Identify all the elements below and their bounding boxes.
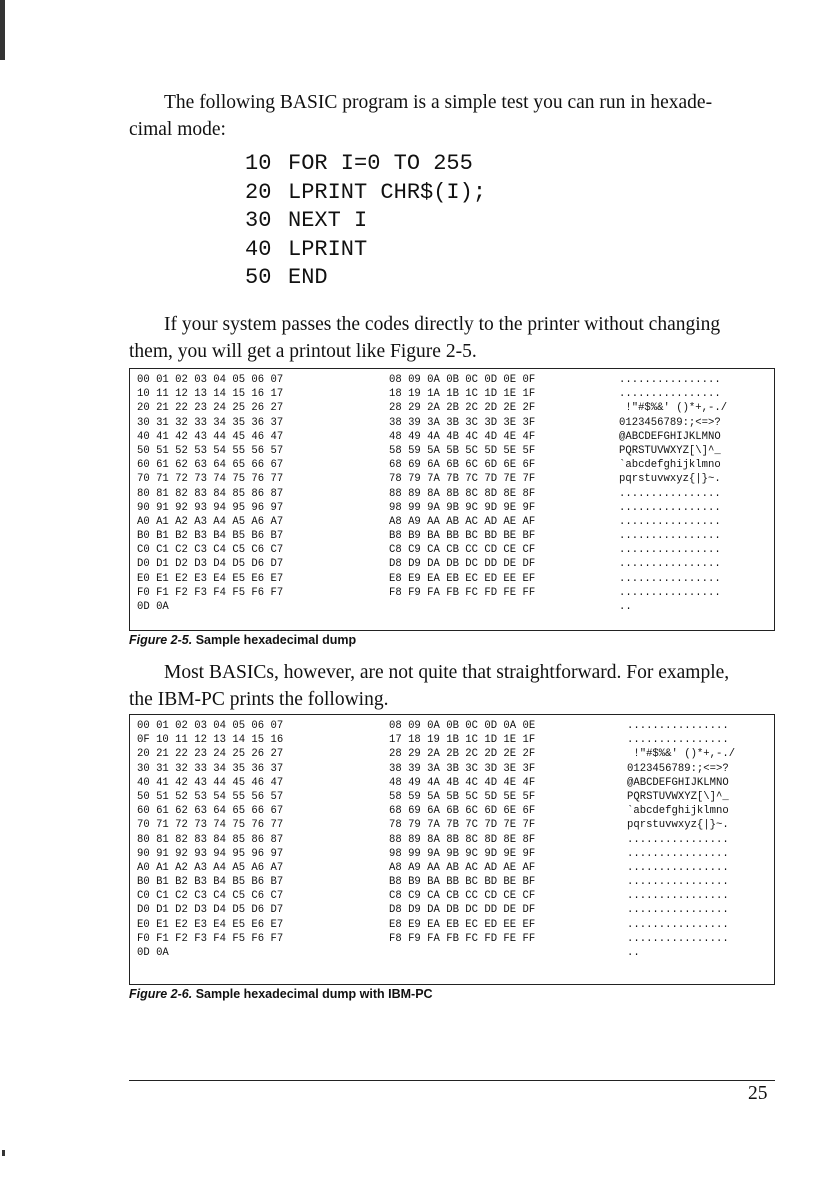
ascii-text: pqrstuvwxyz{|}~. [627, 819, 729, 832]
ascii-text: ................ [627, 876, 729, 889]
hex-bytes-low: 20 21 22 23 24 25 26 27 [137, 402, 284, 415]
dump-row [130, 458, 774, 472]
hex-bytes-low: 30 31 32 33 34 35 36 37 [137, 416, 284, 429]
dump-row [130, 946, 774, 960]
dump-row [130, 932, 774, 946]
hex-bytes-low: 70 71 72 73 74 75 76 77 [137, 819, 284, 832]
ascii-text: ................ [627, 890, 729, 903]
hex-bytes-low: B0 B1 B2 B3 B4 B5 B6 B7 [137, 530, 284, 543]
hex-bytes-low: 90 91 92 93 94 95 96 97 [137, 501, 284, 514]
dump-row [130, 472, 774, 486]
program-line: 20 LPRINT CHR$(I); [245, 179, 487, 205]
dump-row [130, 487, 774, 501]
printout-paragraph: If your system passes the codes directly to the printer without changing them, you will get a printout like Figure 2-5. [129, 314, 721, 362]
footer-rule [129, 1080, 775, 1081]
hex-bytes-low: 0D 0A [137, 601, 169, 613]
scan-edge-mark-lower [2, 1150, 5, 1156]
dump-row [130, 818, 774, 832]
hex-bytes-low: A0 A1 A2 A3 A4 A5 A6 A7 [137, 861, 284, 874]
hex-bytes-high: 68 69 6A 6B 6C 6D 6E 6F [389, 459, 536, 472]
ibm-pc-paragraph: Most BASICs, however, are not quite that straightforward. For example, the IBM-PC prints the following. [129, 662, 730, 710]
ascii-text: @ABCDEFGHIJKLMNO [619, 430, 721, 443]
ascii-text: 0123456789:;<=>? [627, 762, 729, 775]
hex-bytes-high: 88 89 8A 8B 8C 8D 8E 8F [389, 833, 536, 846]
hex-bytes-low: 60 61 62 63 64 65 66 67 [137, 459, 284, 472]
hex-bytes-high: F8 F9 FA FB FC FD FE FF [389, 586, 536, 599]
hex-bytes-high: 98 99 9A 9B 9C 9D 9E 9F [389, 501, 536, 514]
ascii-text: .. [627, 947, 640, 959]
ascii-text: ................ [619, 374, 721, 386]
ascii-text: ................ [627, 847, 729, 860]
hex-bytes-low: 30 31 32 33 34 35 36 37 [137, 762, 284, 775]
dump-row [130, 529, 774, 543]
dump-row [130, 719, 774, 733]
ascii-text: ................ [619, 530, 721, 543]
dump-row [130, 572, 774, 586]
hex-bytes-high: D8 D9 DA DB DC DD DE DF [389, 904, 536, 917]
dump-row [130, 889, 774, 903]
hex-bytes-high: A8 A9 AA AB AC AD AE AF [389, 861, 536, 874]
hex-bytes-high: 78 79 7A 7B 7C 7D 7E 7F [389, 819, 536, 832]
hex-bytes-high: 58 59 5A 5B 5C 5D 5E 5F [389, 790, 536, 803]
program-line: 10 FOR I=0 TO 255 [245, 151, 473, 176]
dump-row [130, 557, 774, 571]
ascii-text: ................ [627, 734, 729, 747]
hex-bytes-high: D8 D9 DA DB DC DD DE DF [389, 558, 536, 571]
hex-bytes-low: 40 41 42 43 44 45 46 47 [137, 430, 284, 443]
dump-row [130, 776, 774, 790]
hex-dump-figure-2-5 [129, 368, 775, 631]
hex-bytes-high: 08 09 0A 0B 0C 0D 0E 0F [389, 374, 536, 386]
hex-bytes-low: 00 01 02 03 04 05 06 07 [137, 720, 284, 732]
dump-row [130, 416, 774, 430]
dump-row [130, 387, 774, 401]
hex-bytes-high: 78 79 7A 7B 7C 7D 7E 7F [389, 473, 536, 486]
hex-bytes-high: 18 19 1A 1B 1C 1D 1E 1F [389, 388, 536, 401]
program-line: 50 END [245, 265, 328, 290]
intro-paragraph: The following BASIC program is a simple test you can run in hexade- cimal mode: [129, 92, 713, 140]
hex-bytes-low: A0 A1 A2 A3 A4 A5 A6 A7 [137, 515, 284, 528]
ascii-text: PQRSTUVWXYZ[\]^_ [627, 790, 729, 803]
ascii-text: ................ [627, 918, 729, 931]
dump-row [130, 762, 774, 776]
ascii-text: !"#$%&' ()*+,-./ [627, 748, 736, 761]
hex-bytes-low: F0 F1 F2 F3 F4 F5 F6 F7 [137, 586, 284, 599]
hex-bytes-high: C8 C9 CA CB CC CD CE CF [389, 890, 536, 903]
hex-bytes-high: E8 E9 EA EB EC ED EE EF [389, 572, 536, 585]
hex-bytes-high [389, 600, 599, 614]
ascii-text: ................ [627, 720, 729, 732]
hex-bytes-low: C0 C1 C2 C3 C4 C5 C6 C7 [137, 890, 284, 903]
hex-bytes-low: 80 81 82 83 84 85 86 87 [137, 833, 284, 846]
dump-row [130, 847, 774, 861]
dump-row [130, 918, 774, 932]
dump-row [130, 861, 774, 875]
hex-bytes-low: C0 C1 C2 C3 C4 C5 C6 C7 [137, 544, 284, 557]
dump-row [130, 430, 774, 444]
dump-row [130, 733, 774, 747]
hex-bytes-high: 48 49 4A 4B 4C 4D 4E 4F [389, 776, 536, 789]
hex-bytes-low: 70 71 72 73 74 75 76 77 [137, 473, 284, 486]
hex-dump-figure-2-6 [129, 714, 775, 985]
hex-bytes-low: 20 21 22 23 24 25 26 27 [137, 748, 284, 761]
ascii-text: ................ [619, 544, 721, 557]
hex-bytes-high: 38 39 3A 3B 3C 3D 3E 3F [389, 416, 536, 429]
hex-bytes-high: 38 39 3A 3B 3C 3D 3E 3F [389, 762, 536, 775]
hex-bytes-high: 98 99 9A 9B 9C 9D 9E 9F [389, 847, 536, 860]
dump-row [130, 833, 774, 847]
hex-bytes-low: E0 E1 E2 E3 E4 E5 E6 E7 [137, 572, 284, 585]
hex-bytes-high: 08 09 0A 0B 0C 0D 0A 0E [389, 720, 536, 732]
hex-bytes-high: C8 C9 CA CB CC CD CE CF [389, 544, 536, 557]
ascii-text: 0123456789:;<=>? [619, 416, 721, 429]
hex-bytes-low: 50 51 52 53 54 55 56 57 [137, 790, 284, 803]
ascii-text: ................ [627, 932, 729, 945]
ascii-text: `abcdefghijklmno [619, 459, 721, 472]
dump-row [130, 600, 774, 614]
ascii-text: @ABCDEFGHIJKLMNO [627, 776, 729, 789]
ascii-text: `abcdefghijklmno [627, 805, 729, 818]
hex-bytes-high [389, 946, 599, 960]
ascii-text: ................ [619, 515, 721, 528]
hex-bytes-low: B0 B1 B2 B3 B4 B5 B6 B7 [137, 876, 284, 889]
dump-row [130, 401, 774, 415]
hex-bytes-low: E0 E1 E2 E3 E4 E5 E6 E7 [137, 918, 284, 931]
ascii-text: ................ [619, 487, 721, 500]
hex-bytes-low: D0 D1 D2 D3 D4 D5 D6 D7 [137, 558, 284, 571]
dump-row [130, 903, 774, 917]
hex-bytes-high: 17 18 19 1B 1C 1D 1E 1F [389, 734, 536, 747]
ascii-text: ................ [627, 861, 729, 874]
scan-edge-mark [0, 0, 5, 60]
dump-row [130, 444, 774, 458]
hex-bytes-low: 50 51 52 53 54 55 56 57 [137, 444, 284, 457]
ascii-text: PQRSTUVWXYZ[\]^_ [619, 444, 721, 457]
hex-bytes-high: 48 49 4A 4B 4C 4D 4E 4F [389, 430, 536, 443]
ascii-text: ................ [619, 501, 721, 514]
hex-bytes-low: 00 01 02 03 04 05 06 07 [137, 374, 284, 386]
ascii-text: .. [619, 601, 632, 613]
hex-bytes-low: 80 81 82 83 84 85 86 87 [137, 487, 284, 500]
hex-bytes-low: 40 41 42 43 44 45 46 47 [137, 776, 284, 789]
dump-row [130, 543, 774, 557]
dump-row [130, 747, 774, 761]
program-line: 30 NEXT I [245, 208, 368, 233]
hex-bytes-low: 10 11 12 13 14 15 16 17 [137, 388, 284, 401]
hex-bytes-low: D0 D1 D2 D3 D4 D5 D6 D7 [137, 904, 284, 917]
hex-bytes-high: 28 29 2A 2B 2C 2D 2E 2F [389, 402, 536, 415]
hex-bytes-high: 88 89 8A 8B 8C 8D 8E 8F [389, 487, 536, 500]
ascii-text: ................ [619, 586, 721, 599]
hex-bytes-low: F0 F1 F2 F3 F4 F5 F6 F7 [137, 932, 284, 945]
dump-row [130, 515, 774, 529]
dump-row [130, 875, 774, 889]
hex-bytes-high: 28 29 2A 2B 2C 2D 2E 2F [389, 748, 536, 761]
dump-row [130, 586, 774, 600]
dump-row [130, 373, 774, 387]
hex-bytes-low: 60 61 62 63 64 65 66 67 [137, 805, 284, 818]
hex-bytes-high: F8 F9 FA FB FC FD FE FF [389, 932, 536, 945]
hex-bytes-high: B8 B9 BA BB BC BD BE BF [389, 530, 536, 543]
ascii-text: ................ [627, 833, 729, 846]
hex-bytes-high: 68 69 6A 6B 6C 6D 6E 6F [389, 805, 536, 818]
dump-row [130, 501, 774, 515]
hex-bytes-low: 0F 10 11 12 13 14 15 16 [137, 734, 284, 747]
hex-bytes-high: B8 B9 BA BB BC BD BE BF [389, 876, 536, 889]
figure-2-6-caption: Figure 2-6. Sample hexadecimal dump with IBM-PC [129, 987, 433, 1001]
ascii-text: !"#$%&' ()*+,-./ [619, 402, 728, 415]
basic-program [245, 150, 486, 293]
figure-2-5-caption: Figure 2-5. Sample hexadecimal dump [129, 633, 357, 647]
ascii-text: pqrstuvwxyz{|}~. [619, 473, 721, 486]
hex-bytes-low: 0D 0A [137, 947, 169, 959]
dump-row [130, 804, 774, 818]
hex-bytes-high: 58 59 5A 5B 5C 5D 5E 5F [389, 444, 536, 457]
ascii-text: ................ [627, 904, 729, 917]
hex-bytes-low: 90 91 92 93 94 95 96 97 [137, 847, 284, 860]
dump-row [130, 790, 774, 804]
hex-bytes-high: E8 E9 EA EB EC ED EE EF [389, 918, 536, 931]
program-line: 40 LPRINT [245, 236, 368, 262]
ascii-text: ................ [619, 558, 721, 571]
ascii-text: ................ [619, 572, 721, 585]
ascii-text: ................ [619, 388, 721, 401]
hex-bytes-high: A8 A9 AA AB AC AD AE AF [389, 515, 536, 528]
page-number: 25 [748, 1083, 768, 1104]
